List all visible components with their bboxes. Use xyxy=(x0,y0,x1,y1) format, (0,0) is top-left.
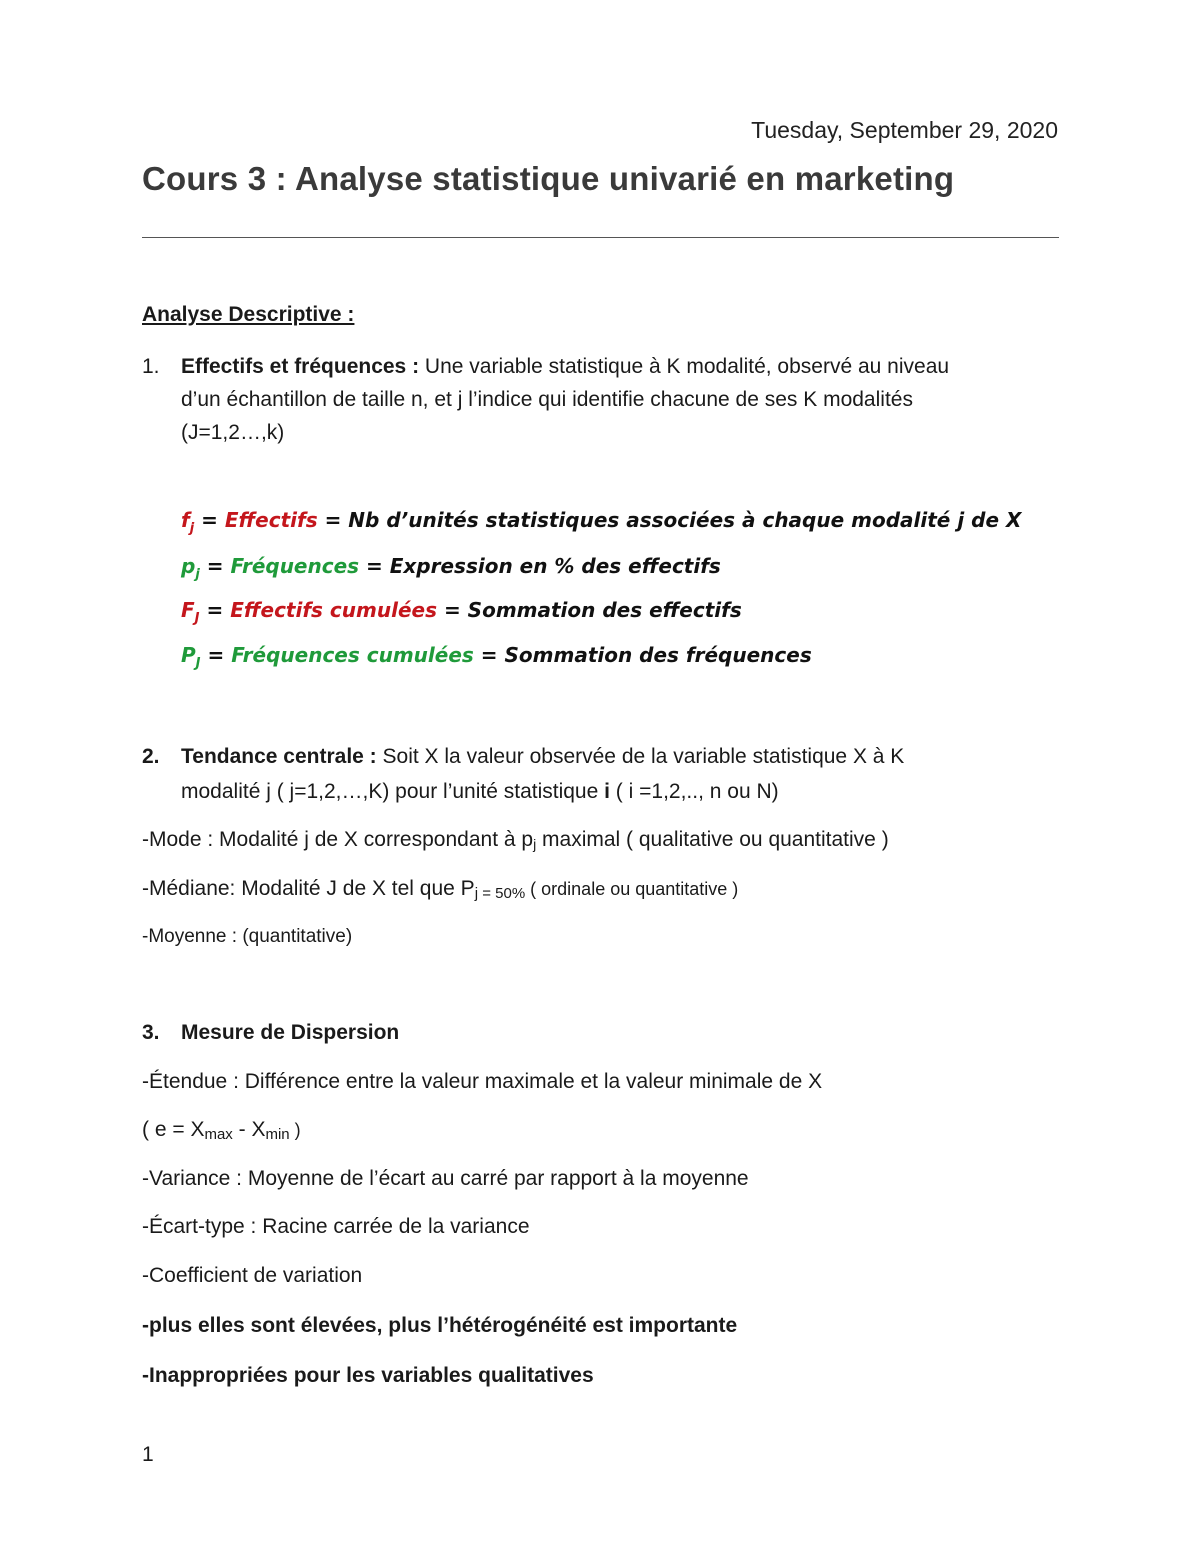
item2-number: 2. xyxy=(142,745,160,768)
item1-text1: Une variable statistique à K modalité, observé au niveau xyxy=(419,355,950,378)
mode-text-a: -Mode : Modalité j de X correspondant à p xyxy=(142,828,534,851)
item2-text2b: i xyxy=(604,780,610,803)
formula-f-symbol: f xyxy=(181,508,190,532)
page-title: Cours 3 : Analyse statistique univarié en marketing xyxy=(142,160,955,197)
item3-heading: Mesure de Dispersion xyxy=(181,1021,400,1044)
page-number: 1 xyxy=(142,1443,154,1466)
etendue-formula xyxy=(142,1118,301,1143)
item2-text1: Soit X la valeur observée de la variable statistique X à K xyxy=(376,745,905,768)
item2-heading: Tendance centrale : xyxy=(181,745,377,768)
mode-sub: j xyxy=(533,836,537,852)
formula-p-desc: = Expression en % des effectifs xyxy=(359,554,721,578)
item2-text2c: ( i =1,2,.., n ou N) xyxy=(609,780,779,803)
item1-line1 xyxy=(181,355,949,379)
formula-F-name: Effectifs cumulées xyxy=(230,598,437,622)
note-heterogeneite: -plus elles sont élevées, plus l’hétérogénéité est importante xyxy=(142,1314,738,1337)
formula-eq: = xyxy=(199,554,231,578)
formula-effectifs-cumules xyxy=(181,598,742,626)
moyenne-line: -Moyenne : (quantitative) xyxy=(142,926,353,947)
formula-f-sub: j xyxy=(189,521,195,536)
item3-number: 3. xyxy=(142,1021,160,1044)
section-heading: Analyse Descriptive : xyxy=(142,303,355,326)
mode-text-b: maximal ( qualitative ou quantitative ) xyxy=(536,828,889,851)
item2-line2 xyxy=(181,780,779,804)
formula-frequences xyxy=(181,554,721,582)
formula-P-desc: = Sommation des fréquences xyxy=(473,643,812,667)
formula-F-sub: J xyxy=(194,611,200,626)
variance-line: -Variance : Moyenne de l’écart au carré par rapport à la moyenne xyxy=(142,1167,749,1190)
etendue-formula-max: max xyxy=(204,1126,233,1143)
formula-P-name: Fréquences cumulées xyxy=(231,643,474,667)
title-divider xyxy=(142,237,1059,238)
formula-P-sub: J xyxy=(195,656,201,671)
etendue-line: -Étendue : Différence entre la valeur maximale et la valeur minimale de X xyxy=(142,1070,823,1093)
item1-heading: Effectifs et fréquences : xyxy=(181,355,420,378)
item1-line3: (J=1,2…,k) xyxy=(181,421,285,444)
formula-p-name: Fréquences xyxy=(230,554,360,578)
item2-line1 xyxy=(181,745,904,769)
mediane-sub: j = 50% xyxy=(474,885,526,902)
etendue-formula-b: - X xyxy=(232,1118,266,1141)
mediane-line xyxy=(142,877,738,902)
etendue-formula-a: ( e = X xyxy=(142,1118,205,1141)
formula-effectifs xyxy=(181,508,1021,536)
mediane-text-a: -Médiane: Modalité J de X tel que P xyxy=(142,877,475,900)
ecart-type-line: -Écart-type : Racine carrée de la variance xyxy=(142,1215,530,1238)
formula-F-symbol: F xyxy=(181,598,195,622)
formula-eq: = xyxy=(199,598,231,622)
formula-F-desc: = Sommation des effectifs xyxy=(436,598,742,622)
formula-p-sub: j xyxy=(195,567,200,582)
etendue-formula-c: ) xyxy=(289,1120,301,1140)
formula-eq: = xyxy=(194,508,225,532)
item2-text2a: modalité j ( j=1,2,…,K) pour l’unité statistique xyxy=(181,780,605,803)
formula-f-desc: = Nb d’unités statistiques associées à chaque modalité j de X xyxy=(317,508,1022,532)
document-date: Tuesday, September 29, 2020 xyxy=(751,117,1058,143)
formula-p-symbol: p xyxy=(181,554,196,578)
formula-P-symbol: P xyxy=(181,643,196,667)
formula-eq: = xyxy=(200,643,232,667)
mode-line xyxy=(142,828,889,852)
coefficient-line: -Coefficient de variation xyxy=(142,1264,363,1287)
item1-line2: d’un échantillon de taille n, et j l’indice qui identifie chacune de ses K modalités xyxy=(181,388,913,411)
formula-frequences-cumulees xyxy=(181,643,812,671)
etendue-formula-min: min xyxy=(265,1126,290,1143)
mediane-text-b: ( ordinale ou quantitative ) xyxy=(525,879,739,899)
note-qualitatives: -Inappropriées pour les variables qualitatives xyxy=(142,1364,594,1387)
formula-f-name: Effectifs xyxy=(224,508,318,532)
item1-number: 1. xyxy=(142,355,160,378)
